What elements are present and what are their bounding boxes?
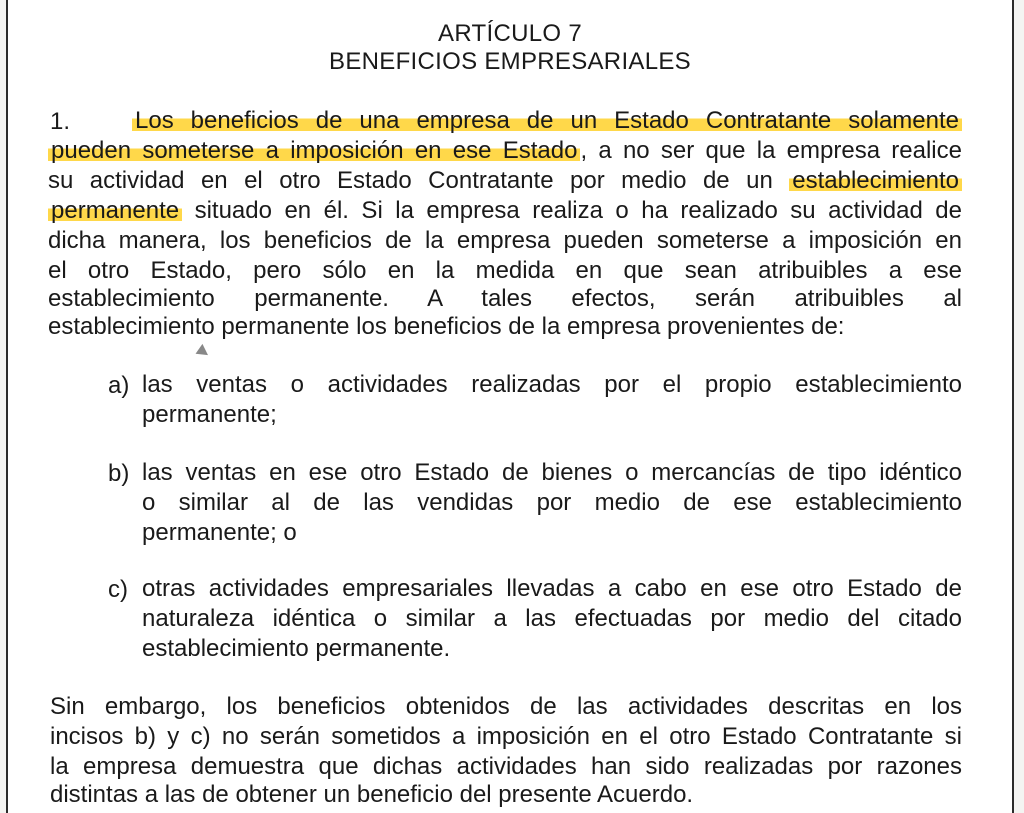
closing-line-4: distintas a las de obtener un beneficio del presente Acuerdo. xyxy=(50,781,694,808)
item-c-line-3: establecimiento permanente. xyxy=(142,635,451,662)
mouse-pointer-icon xyxy=(196,344,212,360)
item-a-line-2: permanente; xyxy=(142,401,277,428)
item-a-line-1: las ventas o actividades realizadas por el propio establecimiento xyxy=(142,371,962,398)
para1-line-8: establecimiento permanente los beneficios de la empresa provenientes de: xyxy=(48,313,845,340)
highlighted-text: Los beneficios de una empresa de un Estado Contratante solamente xyxy=(132,107,962,134)
para1-line-4: permanente situado en él. Si la empresa realiza o ha realizado su actividad de xyxy=(48,196,962,226)
para1-line-2: pueden someterse a imposición en ese Estado , a no ser que la empresa realice xyxy=(48,136,962,166)
item-b-line-3: permanente; o xyxy=(142,519,297,546)
highlighted-text: permanente xyxy=(48,197,182,224)
item-b-label: b) xyxy=(108,460,130,487)
item-b-line-2: o similar al de las vendidas por medio de ese establecimiento xyxy=(142,489,962,516)
item-c-line-2: naturaleza idéntica o similar a las efectuadas por medio del citado xyxy=(142,605,962,632)
para1-line-1 xyxy=(132,106,962,136)
para1-line-3: su actividad en el otro Estado Contratante por medio de un establecimiento xyxy=(48,166,962,196)
highlighted-text: pueden someterse a imposición en ese Estado xyxy=(48,137,580,164)
item-c-line-1: otras actividades empresariales llevadas a cabo en ese otro Estado de xyxy=(142,575,962,602)
document-page xyxy=(6,0,1014,813)
highlighted-text: establecimiento xyxy=(789,167,962,194)
closing-line-1: Sin embargo, los beneficios obtenidos de las actividades descritas en los xyxy=(50,693,962,720)
para1-line-6: el otro Estado, pero sólo en la medida en que sean atribuibles a ese xyxy=(48,257,962,284)
item-b-line-1: las ventas en ese otro Estado de bienes o mercancías de tipo idéntico xyxy=(142,459,962,486)
closing-line-2: incisos b) y c) no serán sometidos a imposición en el otro Estado Contratante si xyxy=(50,723,962,750)
article-number: ARTÍCULO 7 xyxy=(438,20,582,47)
para1-line-5: dicha manera, los beneficios de la empresa pueden someterse a imposición en xyxy=(48,227,962,254)
closing-line-3: la empresa demuestra que dichas actividades han sido realizadas por razones xyxy=(50,753,962,780)
paragraph-number: 1. xyxy=(50,108,71,135)
para1-line-7: establecimiento permanente. A tales efectos, serán atribuibles al xyxy=(48,285,962,312)
item-a-label: a) xyxy=(108,372,130,399)
article-title: BENEFICIOS EMPRESARIALES xyxy=(329,48,691,75)
item-c-label: c) xyxy=(108,576,128,603)
